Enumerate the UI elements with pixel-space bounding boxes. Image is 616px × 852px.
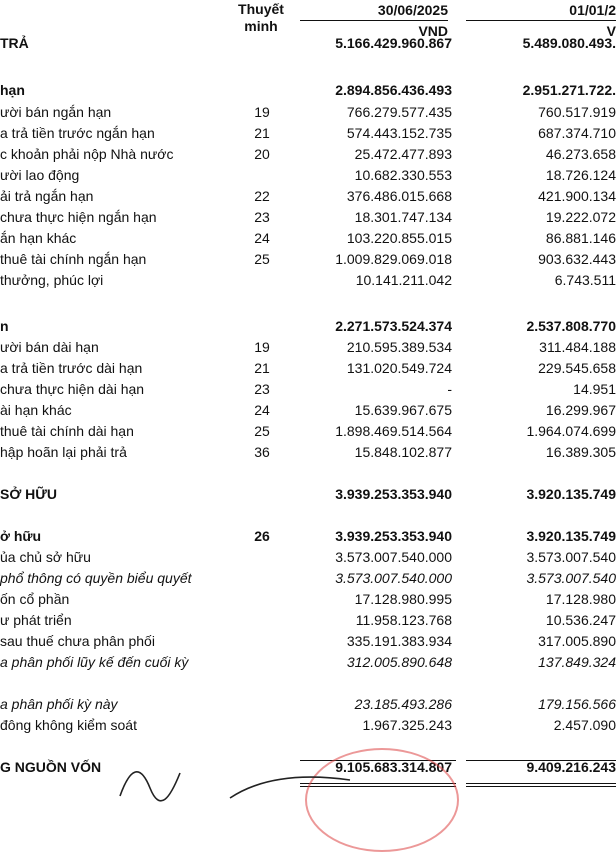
- row-value-period-start: 2.951.271.722.: [522, 82, 616, 98]
- row-label: sau thuế chưa phân phối: [0, 633, 155, 649]
- row-label: đông không kiểm soát: [0, 717, 137, 733]
- row-note: 24: [254, 230, 270, 246]
- row-value-period-end: 10.141.211.042: [355, 272, 452, 288]
- total-double-rule-col2: [466, 786, 616, 787]
- row-value-period-start: 86.881.146: [545, 230, 616, 246]
- table-row: [0, 484, 616, 505]
- table-row: [0, 228, 616, 249]
- row-label: hạn: [0, 82, 25, 98]
- row-value-period-start: 10.536.247: [545, 612, 616, 628]
- table-row: [0, 631, 616, 652]
- row-note: 19: [254, 339, 270, 355]
- table-row: [0, 207, 616, 228]
- row-value-period-end: 5.166.429.960.867: [335, 35, 452, 51]
- row-label: ư phát triển: [0, 612, 72, 628]
- row-value-period-end: 1.009.829.069.018: [335, 251, 452, 267]
- row-label: ắn hạn khác: [0, 230, 77, 246]
- row-value-period-end: 3.939.253.353.940: [335, 486, 452, 502]
- row-label: ười bán ngắn hạn: [0, 104, 112, 120]
- row-note: 23: [254, 209, 270, 225]
- row-note: 36: [254, 444, 270, 460]
- row-value-period-end: -: [447, 381, 452, 397]
- row-label: hập hoãn lại phải trả: [0, 444, 127, 460]
- row-value-period-end: 3.939.253.353.940: [335, 528, 452, 544]
- row-value-period-end: 1.898.469.514.564: [335, 423, 452, 439]
- row-value-period-end: 3.573.007.540.000: [335, 549, 452, 565]
- row-label: TRẢ: [0, 35, 29, 51]
- row-value-period-start: 760.517.919: [538, 104, 616, 120]
- row-label: n: [0, 318, 9, 334]
- table-row: [0, 400, 616, 421]
- table-row: [0, 547, 616, 568]
- row-value-period-start: 5.489.080.493.: [522, 35, 616, 51]
- row-value-period-start: 3.920.135.749: [526, 528, 616, 544]
- row-label: SỞ HỮU: [0, 486, 58, 502]
- row-value-period-end: 2.271.573.524.374: [335, 318, 452, 334]
- signature: [110, 758, 360, 800]
- row-value-period-start: 137.849.324: [538, 654, 616, 670]
- row-label: ải trả ngắn hạn: [0, 188, 94, 204]
- row-value-period-end: 103.220.855.015: [346, 230, 452, 246]
- period-start-date: 01/01/2: [466, 2, 616, 21]
- row-label: thuê tài chính dài hạn: [0, 423, 134, 439]
- row-value-period-end: 18.301.747.134: [354, 209, 452, 225]
- table-row: [0, 442, 616, 463]
- table-row: [0, 337, 616, 358]
- row-value-period-end: 10.682.330.553: [354, 167, 452, 183]
- row-note: 20: [254, 146, 270, 162]
- note-header-line1: Thuyết: [238, 1, 284, 17]
- row-value-period-end: 1.967.325.243: [362, 717, 452, 733]
- table-row: [0, 715, 616, 736]
- row-value-period-start: 687.374.710: [538, 125, 616, 141]
- row-label: ười lao động: [0, 167, 80, 183]
- row-value-period-end: 210.595.389.534: [346, 339, 452, 355]
- row-value-period-start: 46.273.658: [545, 146, 616, 162]
- row-value-period-start: 421.900.134: [538, 188, 616, 204]
- note-header-line2: minh: [244, 18, 278, 34]
- row-value-period-end: 376.486.015.668: [346, 188, 452, 204]
- row-label: chưa thực hiện dài hạn: [0, 381, 145, 397]
- table-row: [0, 144, 616, 165]
- row-label: a phân phối lũy kế đến cuối kỳ: [0, 654, 189, 670]
- row-value-period-start: 17.128.980: [545, 591, 616, 607]
- row-value-period-start: 3.920.135.749: [526, 486, 616, 502]
- row-note: 26: [254, 528, 270, 544]
- table-row: [0, 610, 616, 631]
- row-value-period-start: 2.457.090: [553, 717, 616, 733]
- row-value-period-start: 18.726.124: [545, 167, 616, 183]
- row-value-period-end: 15.848.102.877: [354, 444, 452, 460]
- row-value-period-end: 15.639.967.675: [354, 402, 452, 418]
- row-value-period-end: 11.958.123.768: [355, 612, 452, 628]
- row-value-period-start: 14.951: [573, 381, 616, 397]
- note-column-header: [230, 1, 292, 35]
- row-label: a trả tiền trước ngắn hạn: [0, 125, 155, 141]
- table-row: [0, 589, 616, 610]
- row-value-period-start: 2.537.808.770: [526, 318, 616, 334]
- row-label: c khoản phải nộp Nhà nước: [0, 146, 174, 162]
- row-value-period-end: 131.020.549.724: [346, 360, 452, 376]
- table-row: [0, 568, 616, 589]
- table-row: [0, 652, 616, 673]
- row-note: 21: [254, 125, 270, 141]
- row-value-period-start: 179.156.566: [538, 696, 616, 712]
- row-label: ở hữu: [0, 528, 42, 544]
- row-label: ài hạn khác: [0, 402, 72, 418]
- table-row: [0, 270, 616, 291]
- row-value-period-end: 9.105.683.314.807: [335, 759, 452, 775]
- row-note: 21: [254, 360, 270, 376]
- table-row: [0, 186, 616, 207]
- period-start-unit: V: [606, 23, 616, 39]
- table-row: [0, 123, 616, 144]
- row-note: 24: [254, 402, 270, 418]
- table-row: [0, 358, 616, 379]
- row-value-period-end: 23.185.493.286: [354, 696, 452, 712]
- row-value-period-start: 19.222.072: [545, 209, 616, 225]
- period-end-date: 30/06/2025: [300, 2, 448, 21]
- row-note: 25: [254, 423, 270, 439]
- row-value-period-end: 335.191.383.934: [346, 633, 452, 649]
- row-note: 25: [254, 251, 270, 267]
- table-row: [0, 694, 616, 715]
- table-row: [0, 80, 616, 101]
- row-value-period-end: 766.279.577.435: [346, 104, 452, 120]
- row-value-period-start: 6.743.511: [554, 272, 616, 288]
- row-label: ười bán dài hạn: [0, 339, 99, 355]
- row-value-period-start: 229.545.658: [538, 360, 616, 376]
- table-row: [0, 33, 616, 54]
- row-value-period-start: 16.299.967: [545, 402, 616, 418]
- row-value-period-start: 1.964.074.699: [526, 423, 616, 439]
- table-row: [0, 316, 616, 337]
- row-value-period-end: 3.573.007.540.000: [335, 570, 452, 586]
- row-value-period-end: 25.472.477.893: [354, 146, 452, 162]
- row-value-period-end: 312.005.890.648: [346, 654, 452, 670]
- row-note: 19: [254, 104, 270, 120]
- row-value-period-start: 3.573.007.540: [526, 570, 616, 586]
- row-label: ốn cổ phần: [0, 591, 70, 607]
- total-top-rule-col2: [466, 760, 616, 761]
- row-value-period-end: 574.443.152.735: [346, 125, 452, 141]
- row-label: G NGUỒN VỐN: [0, 759, 102, 775]
- row-label: thưởng, phúc lợi: [0, 272, 104, 288]
- row-value-period-start: 311.484.188: [539, 339, 616, 355]
- row-label: a trả tiền trước dài hạn: [0, 360, 143, 376]
- table-row: [0, 102, 616, 123]
- row-value-period-start: 9.409.216.243: [526, 759, 616, 775]
- table-row: [0, 421, 616, 442]
- row-value-period-start: 3.573.007.540: [526, 549, 616, 565]
- row-value-period-start: 903.632.443: [538, 251, 616, 267]
- row-label: phổ thông có quyền biểu quyết: [0, 570, 192, 586]
- row-label: a phân phối kỳ này: [0, 696, 118, 712]
- row-label: thuê tài chính ngắn hạn: [0, 251, 147, 267]
- table-row: [0, 526, 616, 547]
- row-value-period-start: 317.005.890: [538, 633, 616, 649]
- row-note: 23: [254, 381, 270, 397]
- row-value-period-start: 16.389.305: [545, 444, 616, 460]
- row-note: 22: [254, 188, 270, 204]
- row-value-period-end: 2.894.856.436.493: [335, 82, 452, 98]
- table-row: [0, 249, 616, 270]
- row-label: chưa thực hiện ngắn hạn: [0, 209, 157, 225]
- total-bottom-rule-col2: [466, 783, 616, 784]
- table-row: [0, 165, 616, 186]
- table-row: [0, 379, 616, 400]
- row-label: ủa chủ sở hữu: [0, 549, 91, 565]
- period-end-unit: VND: [418, 23, 448, 39]
- row-value-period-end: 17.128.980.995: [354, 591, 452, 607]
